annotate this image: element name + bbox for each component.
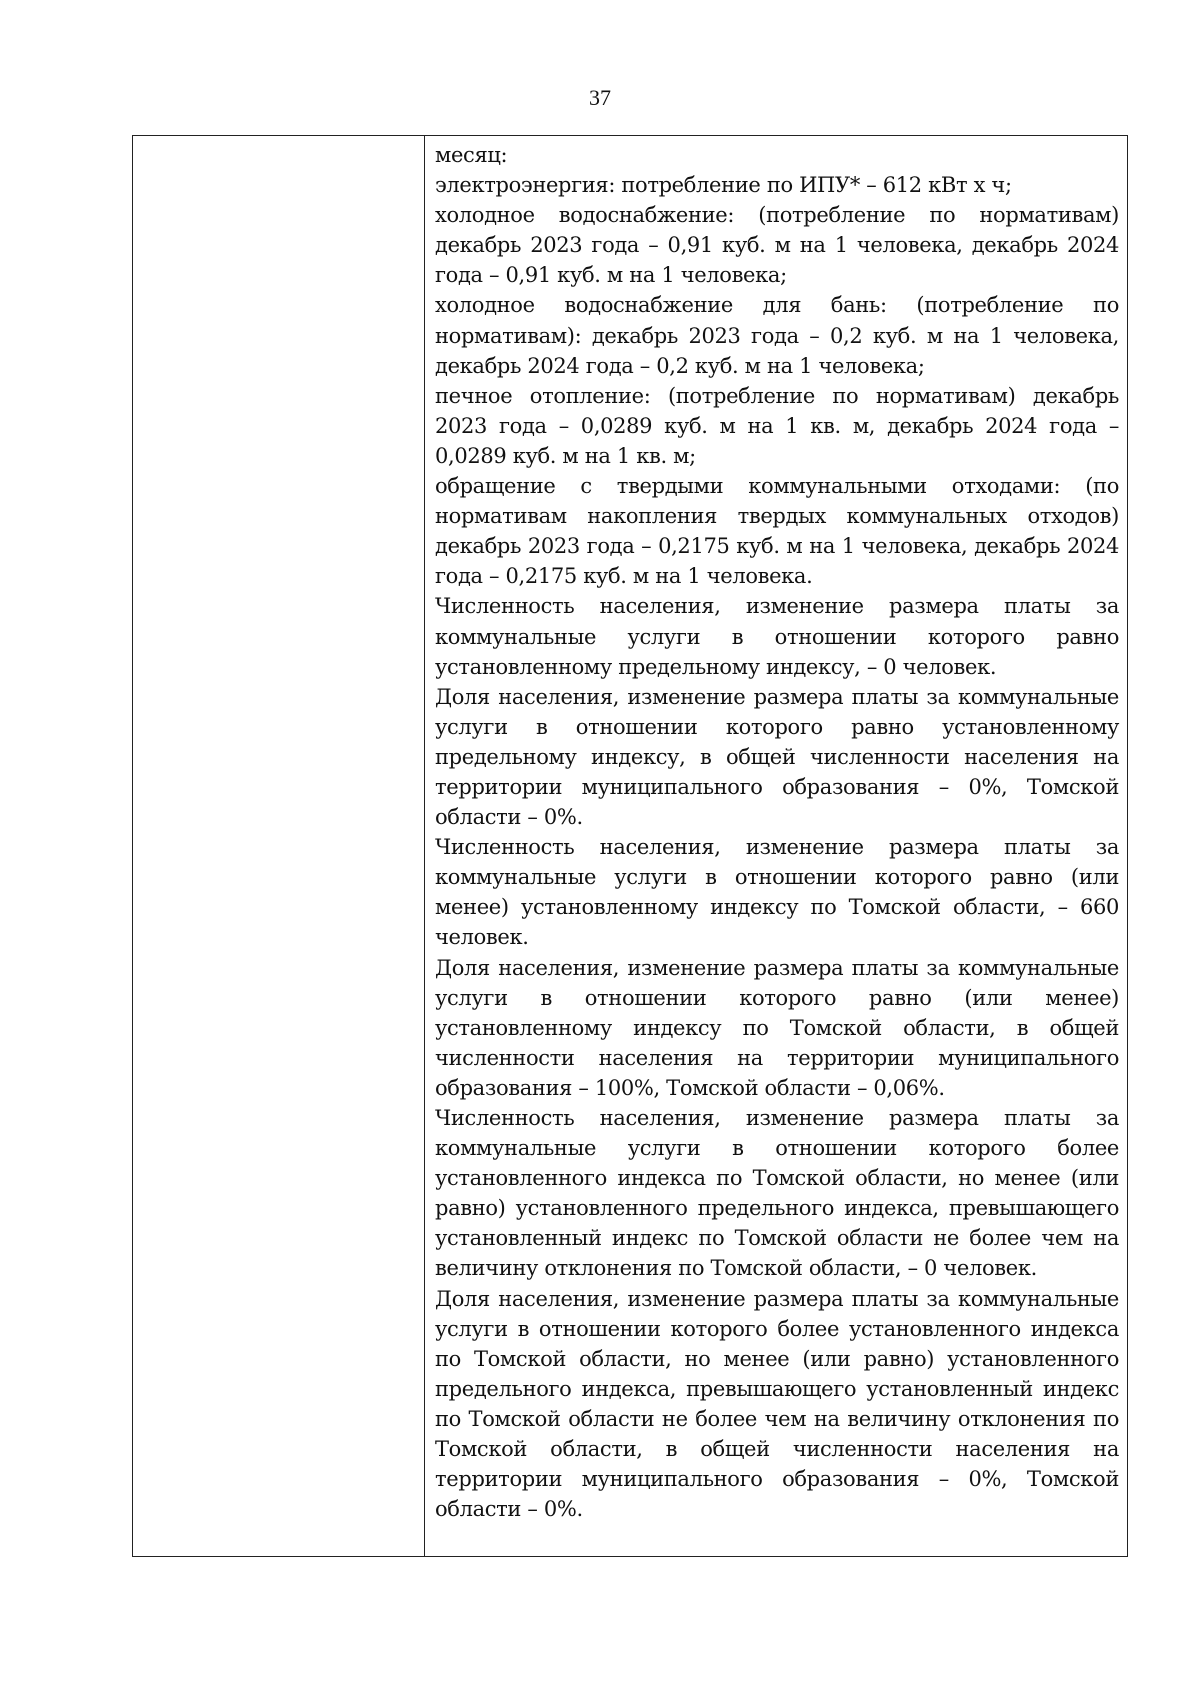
paragraph-population-above-index: Численность населения, изменение размера платы за коммунальные услуги в отношении которого более установленного индекса по Томской области, но менее (или равно) установленного предельного индекса, превышающего установленный индекс по Томской области не более чем на величину отклонения по Томской области, – 0 человек.	[435, 1106, 1119, 1281]
table-left-cell	[133, 136, 425, 1556]
paragraph-share-equal-limit: Доля населения, изменение размера платы за коммунальные услуги в отношении которого равно установленному предельному индексу, в общей численности населения на территории муниципального образования – 0%, Томской области – 0%.	[435, 684, 1119, 830]
paragraph-share-below-index: Доля населения, изменение размера платы за коммунальные услуги в отношении которого равно (или менее) установленному индексу по Томской области, в общей численности населения на территории муниципального образования – 100%, Томской области – 0,06%.	[435, 955, 1119, 1100]
paragraph-share-above-index: Доля населения, изменение размера платы за коммунальные услуги в отношении которого более установленного индекса по Томской области, но менее (или равно) установленного предельного индекса, превышающего установленный индекс по Томской области не более чем на величину отклонения по Томской области, в общей численности населения на территории муниципального образования – 0%, Томской области – 0%.	[435, 1286, 1119, 1522]
paragraph-month: месяц:	[435, 143, 508, 167]
paragraph-stove-heating: печное отопление: (потребление по нормативам) декабрь 2023 года – 0,0289 куб. м на 1 кв. м, декабрь 2024 года – 0,0289 куб. м на 1 кв. м;	[435, 383, 1119, 468]
paragraph-cold-water: холодное водоснабжение: (потребление по нормативам) декабрь 2023 года – 0,91 куб. м на 1 человека, декабрь 2024 года – 0,91 куб. м на 1 человека;	[435, 203, 1119, 288]
paragraph-electricity: электроэнергия: потребление по ИПУ* – 612 кВт х ч;	[435, 173, 1012, 198]
paragraph-population-below-index: Численность населения, изменение размера платы за коммунальные услуги в отношении которого равно (или менее) установленному индексу по Томской области, – 660 человек.	[435, 835, 1119, 950]
document-table	[132, 135, 1128, 1557]
paragraph-solid-waste: обращение с твердыми коммунальными отходами: (по нормативам накопления твердых коммунальных отходов) декабрь 2023 года – 0,2175 куб. м на 1 человека, декабрь 2024 года – 0,2175 куб. м на 1 человека.	[435, 474, 1119, 589]
paragraph-population-equal-limit: Численность населения, изменение размера платы за коммунальные услуги в отношении которого равно установленному предельному индексу, – 0 человек.	[435, 594, 1119, 679]
table-right-cell	[425, 136, 1127, 1556]
paragraph-cold-water-baths: холодное водоснабжение для бань: (потребление по нормативам): декабрь 2023 года – 0,2 куб. м на 1 человека, декабрь 2024 года – 0,2 куб. м на 1 человека;	[435, 293, 1119, 378]
page-number: 37	[589, 85, 611, 110]
